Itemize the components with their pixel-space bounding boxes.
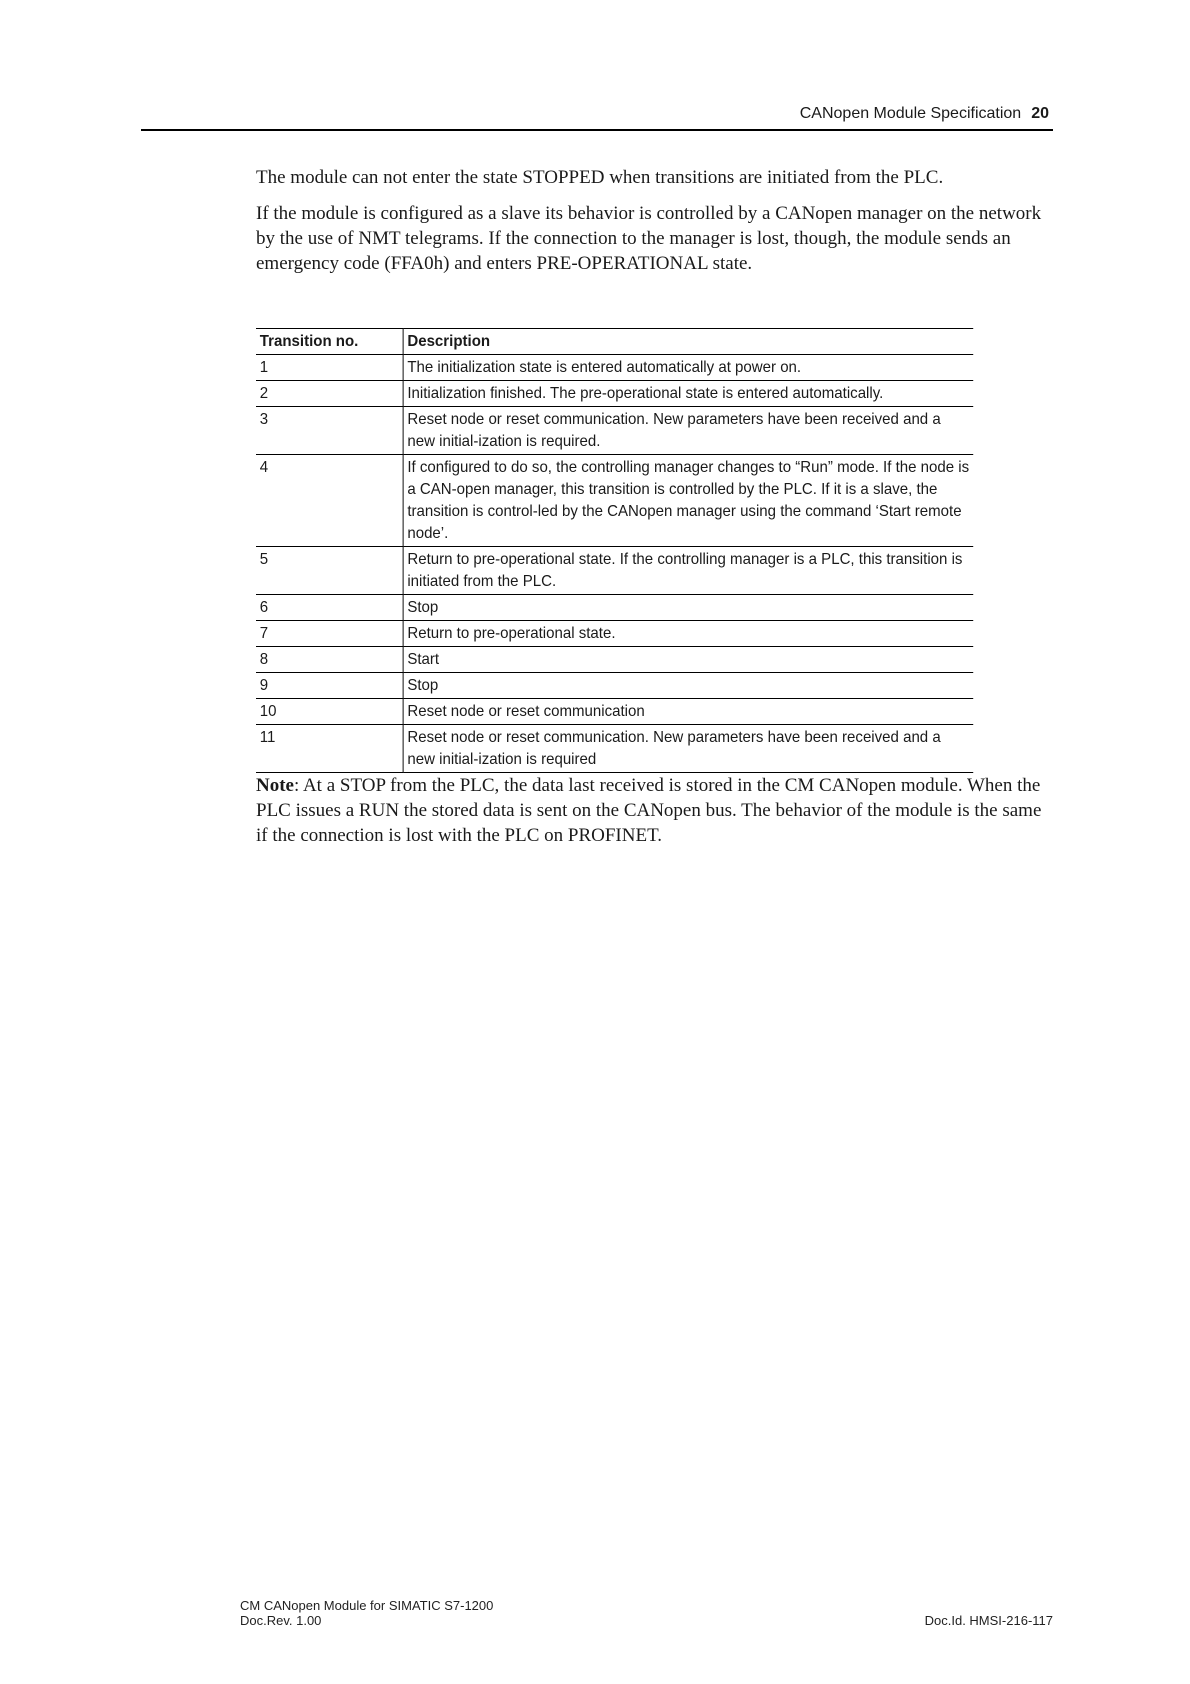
table-row: [256, 595, 973, 621]
transition-number: 10: [256, 699, 403, 725]
page-number: 20: [1031, 105, 1049, 122]
paragraph-stopped-state: The module can not enter the state STOPPED when transitions are initiated from the PLC.: [256, 167, 944, 188]
transition-number: 8: [256, 647, 403, 673]
note-label: Note: [256, 775, 294, 796]
transition-number: 5: [256, 547, 403, 595]
transition-description: The initialization state is entered automatically at power on.: [403, 355, 973, 381]
transition-description: Reset node or reset communication: [403, 699, 973, 725]
column-header-transition-no: Transition no.: [256, 329, 403, 355]
table-row: [256, 621, 973, 647]
page-header: [141, 96, 1053, 131]
table-header-row: [256, 329, 973, 355]
table-row: [256, 647, 973, 673]
footer-product: CM CANopen Module for SIMATIC S7-1200: [240, 1598, 494, 1613]
header-title: CANopen Module Specification: [799, 105, 1022, 122]
transition-description: Return to pre-operational state. If the controlling manager is a PLC, this transition is initiated from the PLC.: [403, 547, 973, 595]
table-row: [256, 699, 973, 725]
transition-description: Stop: [403, 673, 973, 699]
transition-description: Start: [403, 647, 973, 673]
note-text: : At a STOP from the PLC, the data last received is stored in the CM CANopen module. When the PLC issues a RUN the stored data is sent on the CANopen bus. The behavior of the module is the same if the connection is lost with the PLC on PROFINET.: [256, 775, 1042, 846]
transition-description: Initialization finished. The pre-operational state is entered automatically.: [403, 381, 973, 407]
footer-revision: Doc.Rev. 1.00: [240, 1613, 322, 1628]
transition-number: 2: [256, 381, 403, 407]
transition-number: 9: [256, 673, 403, 699]
transition-description: Return to pre-operational state.: [403, 621, 973, 647]
transition-number: 11: [256, 725, 403, 773]
table-row: [256, 547, 973, 595]
transition-number: 7: [256, 621, 403, 647]
transition-number: 4: [256, 455, 403, 547]
transition-description: Reset node or reset communication. New parameters have been received and a new initial-ization is required.: [403, 407, 973, 455]
table-row: [256, 407, 973, 455]
transition-number: 6: [256, 595, 403, 621]
note-paragraph: [256, 773, 1056, 848]
transition-number: 3: [256, 407, 403, 455]
table-row: [256, 455, 973, 547]
transition-description: Stop: [403, 595, 973, 621]
table-row: [256, 381, 973, 407]
table-row: [256, 355, 973, 381]
header-right: [800, 104, 1049, 124]
column-header-description: Description: [403, 329, 973, 355]
table-row: [256, 673, 973, 699]
paragraph-slave-behavior: If the module is configured as a slave its behavior is controlled by a CANopen manager on the network by the use of NMT telegrams. If the connection to the manager is lost, though, the module sends an emergency code (FFA0h) and enters PRE-OPERATIONAL state.: [256, 203, 1042, 274]
transition-description: If configured to do so, the controlling manager changes to “Run” mode. If the node is a CAN-open manager, this transition is controlled by the PLC. If it is a slave, the transition is control-led by the CANopen manager using the command ‘Start remote node’.: [403, 455, 973, 547]
footer-left: [240, 1598, 493, 1628]
transition-description: Reset node or reset communication. New parameters have been received and a new initial-ization is required: [403, 725, 973, 773]
footer-doc-id: Doc.Id. HMSI-216-117: [924, 1613, 1053, 1628]
table-row: [256, 725, 973, 773]
transition-number: 1: [256, 355, 403, 381]
transition-table: [256, 328, 973, 773]
